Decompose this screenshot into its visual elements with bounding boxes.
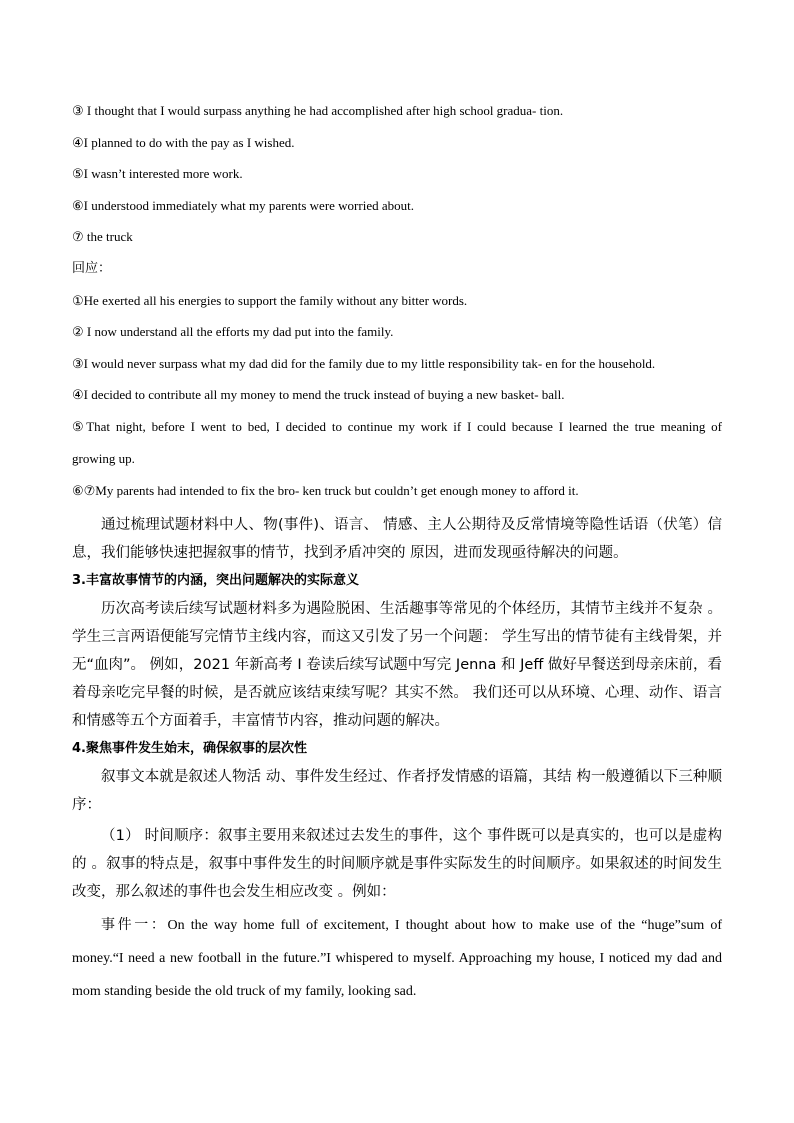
section-3-paragraph: 历次高考读后续写试题材料多为遇险脱困、生活趣事等常见的个体经历，其情节主线并不复杂 。学生三言两语便能写完情节主线内容，而这又引发了另一个问题： 学生写出的情节徒有主线骨架，并无“血肉”。 例如，2021 年新高考 I 卷读后续写试题中写完 Jenna 和 Jeff 做好早餐送到母亲床前，看着母亲吃完早餐的时候，是否就应该结束续写呢？其实不然。 我们还可以从环境、心理、动作、语言和情感等五个方面着手，丰富情节内容，推动问题的解决。 — [72, 601, 722, 730]
event-one-text: On the way home full of excitement, I thought about how to make use of the “huge”sum of money.“I need a new football in the future.”I whispered to myself. Approaching my house, I noticed my dad and mom standing beside the old truck of my family, looking sad. — [72, 918, 723, 1000]
section-4-intro: 叙事文本就是叙述人物活 动、事件发生经过、作者抒发情感的语篇，其结 构一般遵循以下三种顺序： — [72, 769, 722, 814]
sentence-3: ③ I thought that I would surpass anything he had accomplished after high school gradua- tion. — [72, 103, 564, 118]
response-3: ③I would never surpass what my dad did for the family due to my little responsibility tak- en for the household. — [72, 355, 656, 371]
response-label: 回应： — [72, 260, 112, 276]
section-heading-3: 3.丰富故事情节的内涵，突出问题解决的实际意义 — [72, 573, 359, 589]
section-heading-4: 4.聚焦事件发生始末，确保叙事的层次性 — [72, 741, 307, 757]
response-1: ①He exerted all his energies to support the family without any bitter words. — [72, 292, 468, 308]
sentence-7: ⑦ the truck — [72, 229, 133, 245]
sentence-4: ④I planned to do with the pay as I wished. — [72, 134, 295, 150]
response-4: ④I decided to contribute all my money to mend the truck instead of buying a new basket- ball. — [72, 387, 565, 403]
response-2: ② I now understand all the efforts my dad put into the family. — [72, 324, 394, 340]
sentence-6: ⑥I understood immediately what my parents were worried about. — [72, 197, 414, 213]
response-5: ⑤That night, before I went to bed, I decided to continue my work if I could because I learned the true meaning of — [72, 418, 722, 434]
response-6-7: ⑥⑦My parents had intended to fix the bro- ken truck but couldn’t get enough money to afford it. — [72, 482, 579, 498]
document-page — [72, 100, 722, 1008]
event-one-label: 事件一： — [101, 917, 168, 934]
response-5-continued: growing up. — [72, 450, 135, 466]
event-one-paragraph — [72, 909, 722, 1008]
sentence-5: ⑤I wasn’t interested more work. — [72, 166, 243, 182]
summary-paragraph: 通过梳理试题材料中人、物(事件)、语言、 情感、主人公期待及反常情境等隐性话语（伏笔）信息，我们能够快速把握叙事的情节，找到矛盾冲突的 原因，进而发现亟待解决的问题。 — [72, 517, 722, 562]
section-4-time-order: （1） 时间顺序：叙事主要用来叙述过去发生的事件，这个 事件既可以是真实的，也可以是虚构的 。叙事的特点是，叙事中事件发生的时间顺序就是事件实际发生的时间顺序。如果叙述的时间发生改变，那么叙述的事件也会发生相应改变 。例如： — [72, 828, 722, 901]
